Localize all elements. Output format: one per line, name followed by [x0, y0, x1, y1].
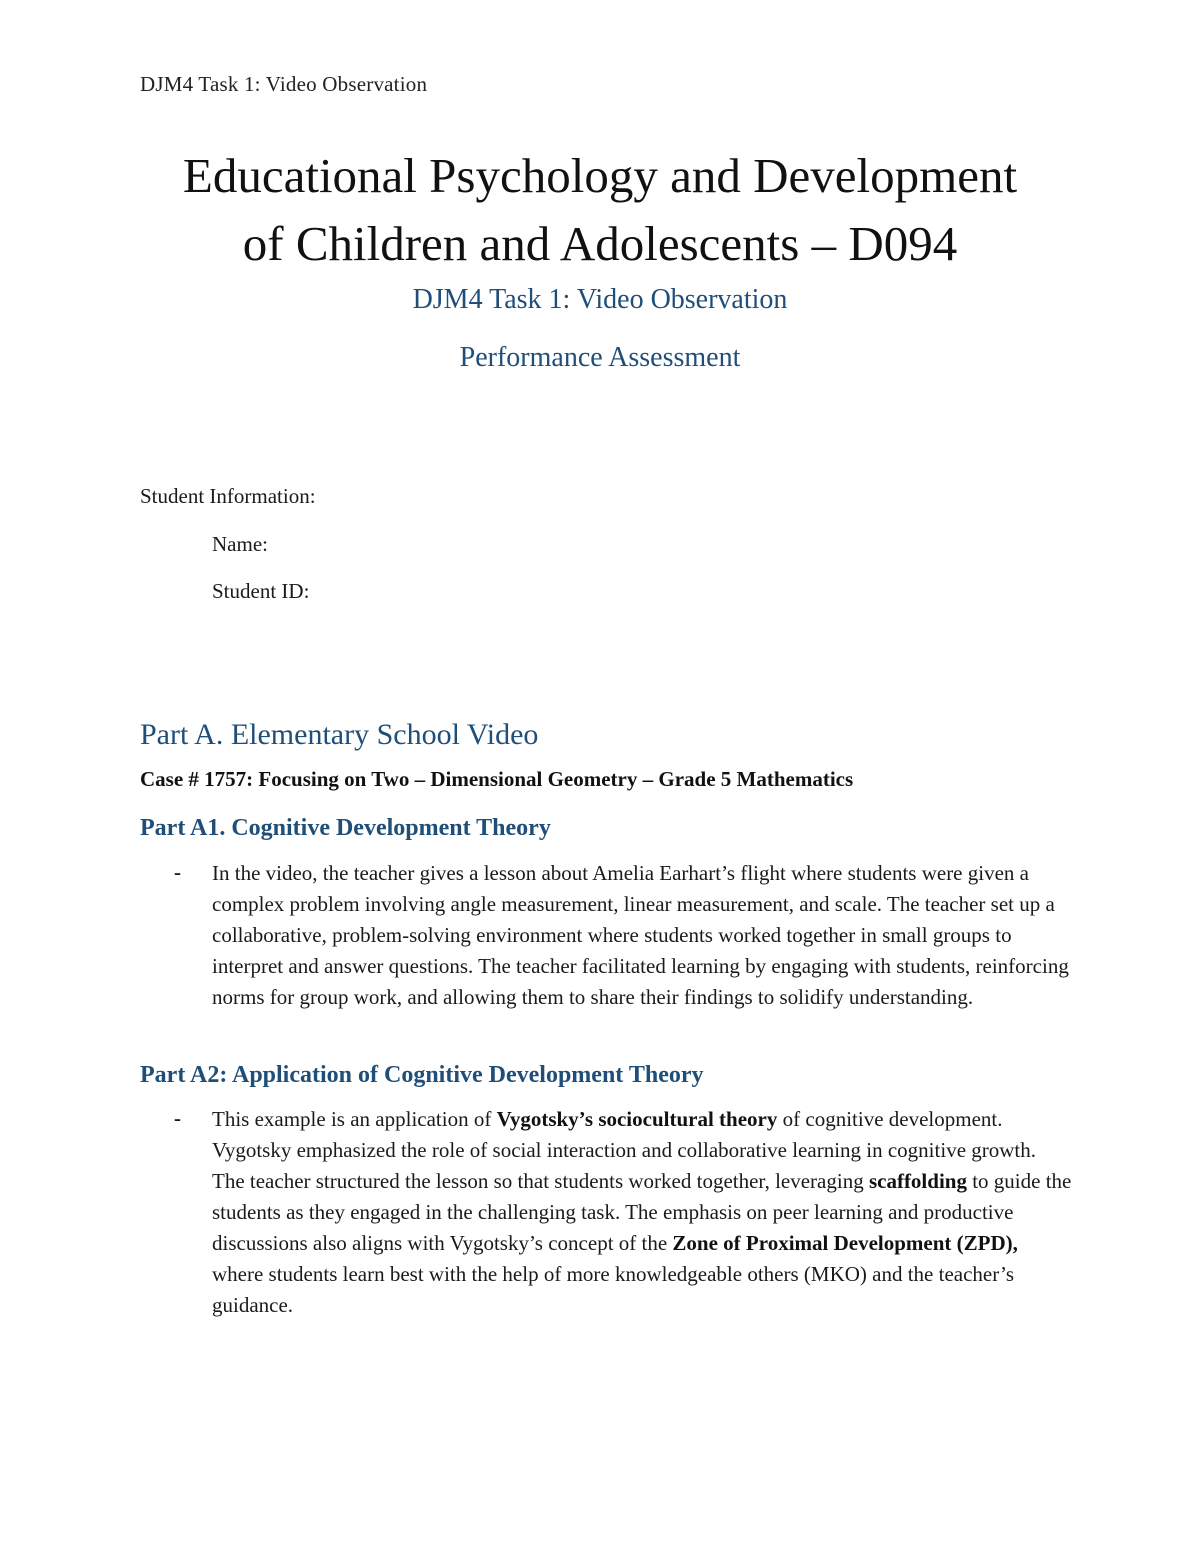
document-subtitle: DJM4 Task 1: Video Observation: [412, 284, 788, 315]
document-title: [0, 142, 1200, 278]
running-header: DJM4 Task 1: Video Observation: [140, 72, 428, 96]
text-run: to guide the students as they engaged in the challenging task. The emphasis on peer learning and productive discussions also aligns with Vygotsky’s concept of the: [212, 1169, 1072, 1255]
document-subtitle-2: Performance Assessment: [459, 342, 741, 373]
student-info-label: Student Information:: [140, 484, 316, 508]
text-run: of cognitive development. Vygotsky emphasized the role of social interaction and collaborative learning in cognitive growth. The teacher structured the lesson so that students worked together, leveraging: [212, 1107, 1037, 1193]
part-a1-heading: Part A1. Cognitive Development Theory: [140, 815, 551, 841]
bold-term-zpd: Zone of Proximal Development (ZPD),: [672, 1231, 1018, 1255]
title-line-1: Educational Psychology and Development: [182, 148, 1018, 203]
bullet-marker: -: [174, 860, 181, 884]
text-run: where students learn best with the help of more knowledgeable others (MKO) and the teacher’s guidance.: [212, 1262, 1015, 1317]
bold-term-scaffolding: scaffolding: [868, 1169, 967, 1193]
text-run: This example is an application of: [212, 1107, 497, 1131]
bullet-marker-2: -: [174, 1106, 181, 1130]
part-a1-paragraph: In the video, the teacher gives a lesson about Amelia Earhart’s flight where students were given a complex problem involving angle measurement, linear measurement, and scale. The teacher set up a collaborative, problem-solving environment where students worked together in small groups to interpret and answer questions. The teacher facilitated learning by engaging with students, reinforcing norms for group work, and allowing them to share their findings to solidify understanding.: [212, 861, 1069, 1009]
part-a2-paragraph: [212, 1104, 1072, 1321]
student-id-field-label: Student ID:: [212, 579, 310, 603]
bold-term-sociocultural-theory: Vygotsky’s sociocultural theory: [496, 1107, 778, 1131]
part-a2-heading: Part A2: Application of Cognitive Development Theory: [140, 1062, 704, 1088]
part-a-heading: Part A. Elementary School Video: [140, 718, 539, 751]
name-field-label: Name:: [212, 532, 268, 556]
title-line-2: of Children and Adolescents – D094: [242, 216, 958, 271]
case-line: Case # 1757: Focusing on Two – Dimensional Geometry – Grade 5 Mathematics: [140, 767, 854, 791]
